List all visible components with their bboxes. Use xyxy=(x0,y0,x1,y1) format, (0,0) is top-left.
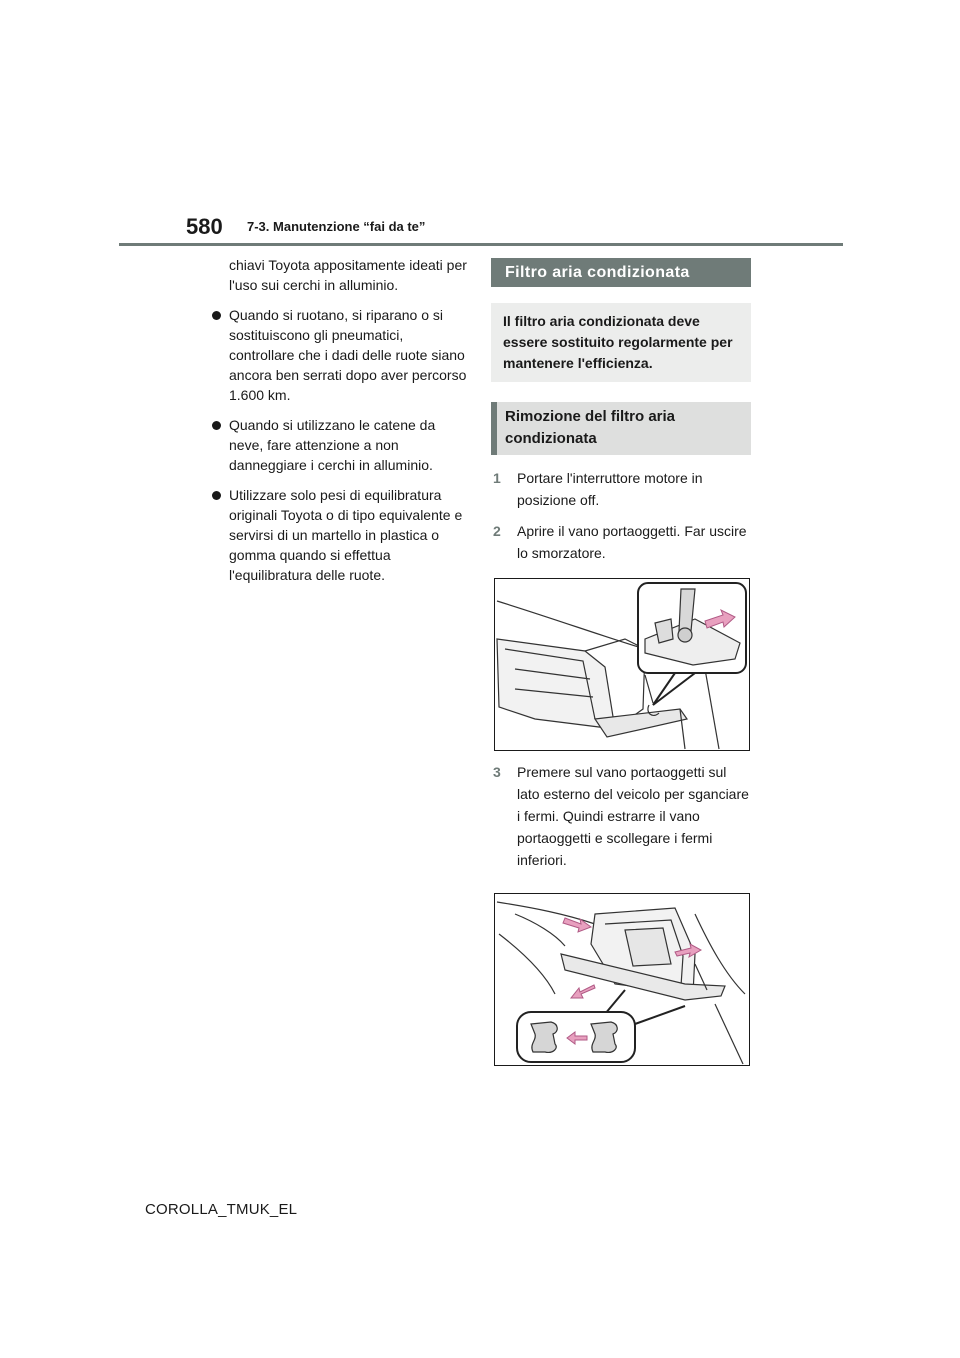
page-number: 580 xyxy=(186,214,223,239)
step-1 xyxy=(491,467,751,511)
subsection-title: Rimozione del filtro aria condizionata xyxy=(491,402,751,455)
intro-text: Il filtro aria condizionata deve essere sostituito regolarmente per mantenere l'efficienza. xyxy=(503,313,733,371)
section-title-bar: Filtro aria condizionata xyxy=(491,258,751,287)
step-text: Aprire il vano portaoggetti. Far uscire lo smorzatore. xyxy=(517,523,747,561)
step-text: Premere sul vano portaoggetti sul lato esterno del veicolo per sganciare i fermi. Quindi estrarre il vano portaoggetti e scollegare i fermi inferiori. xyxy=(517,764,749,868)
step-number: 1 xyxy=(493,470,501,486)
right-column xyxy=(491,258,751,1076)
footer-code: COROLLA_TMUK_EL xyxy=(145,1201,298,1218)
step-2 xyxy=(491,520,751,564)
step-number: 2 xyxy=(493,523,501,539)
step-text: Portare l'interruttore motore in posizione off. xyxy=(517,470,703,508)
step-number: 3 xyxy=(493,764,501,780)
figure-glovebox-damper xyxy=(494,578,750,751)
intro-box xyxy=(491,303,751,382)
glovebox-damper-illustration xyxy=(495,579,749,750)
header-rule xyxy=(119,243,843,246)
list-item: Quando si ruotano, si riparano o si sostituiscono gli pneumatici, controllare che i dadi delle ruote siano ancora ben serrati dopo aver percorso 1.600 km. xyxy=(212,305,467,405)
section-header: 7-3. Manutenzione “fai da te” xyxy=(247,219,426,234)
bullet-icon xyxy=(212,311,221,320)
continuation-text: chiavi Toyota appositamente ideati per l'uso sui cerchi in alluminio. xyxy=(229,257,467,293)
list-item: Quando si utilizzano le catene da neve, fare attenzione a non danneggiare i cerchi in alluminio. xyxy=(212,415,467,475)
left-column xyxy=(212,255,467,595)
bullet-icon xyxy=(212,491,221,500)
steps xyxy=(491,467,751,1066)
figure-glovebox-removal xyxy=(494,893,750,1066)
glovebox-removal-illustration xyxy=(495,894,749,1065)
step-3 xyxy=(491,761,751,871)
bullet-icon xyxy=(212,421,221,430)
bullet-list xyxy=(212,305,467,585)
list-item: Utilizzare solo pesi di equilibratura originali Toyota o di tipo equivalente e servirsi di un martello in plastica o gomma quando si effettua l'equilibratura delle ruote. xyxy=(212,485,467,585)
